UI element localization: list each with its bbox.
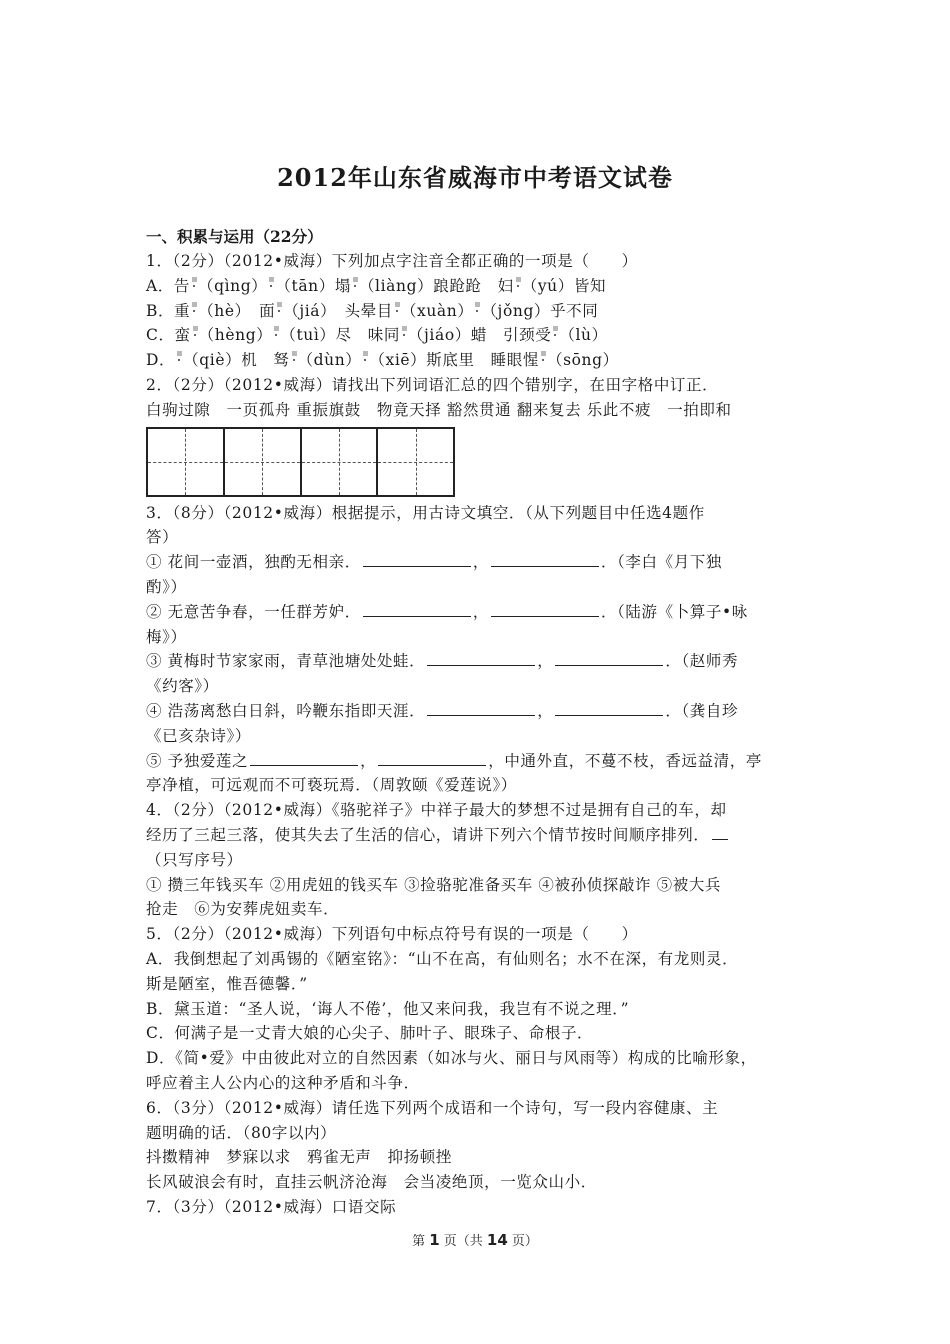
question-5-stem: 5．（2分）（2012•威海）下列语句中标点符号有误的一项是（ ）: [146, 925, 638, 944]
poem-item-5-cont: 亭净植，可远观而不可亵玩焉．（周敦颐《爱莲说》）: [146, 776, 517, 795]
question-6-idioms: 抖擞精神 梦寐以求 鸦雀无声 抑扬顿挫: [146, 1148, 452, 1167]
question-1-option-b: B．重 （hè） 面 （jiá） 头晕目 （xuàn） （jǒng）乎不同: [146, 301, 599, 320]
dotted-char-image: [400, 325, 408, 339]
question-1-option-c: C．蛮 （hèng） （tuì）尽 味同 （jiáo）蜡 引颈受 （lù）: [146, 326, 608, 345]
question-3-stem: 3．（8分）（2012•威海）根据提示，用古诗文填空．（从下列题目中任选4题作: [146, 503, 705, 522]
total-pages: 14: [486, 1231, 508, 1249]
answer-blank[interactable]: [555, 651, 663, 666]
grid-cell[interactable]: [378, 429, 453, 495]
answer-blank[interactable]: [491, 552, 599, 567]
dotted-char-image: [267, 276, 275, 290]
question-7-stem: 7．（3分）（2012•威海）口语交际: [146, 1197, 397, 1216]
grid-cell[interactable]: [148, 429, 225, 495]
question-2-words: 白驹过隙 一页孤舟 重振旗鼓 物竟天择 豁然贯通 翻来复去 乐此不疲 一拍即和: [146, 400, 732, 419]
dotted-char-image: [290, 350, 298, 364]
poem-item-4: ④ 浩荡离愁白日斜，吟鞭东指即天涯． ， ．（龚自珍: [146, 701, 739, 720]
answer-blank[interactable]: [363, 602, 471, 617]
poem-item-5: ⑤ 予独爱莲之 ， ，中通外直，不蔓不枝，香远益清，亭: [146, 751, 762, 770]
answer-blank[interactable]: [427, 701, 535, 716]
exam-content: [146, 224, 816, 1220]
page-title: 2012年山东省威海市中考语文试卷: [277, 163, 673, 192]
question-6-line-2: 题明确的话．（80字以内）: [146, 1123, 337, 1142]
grid-cell[interactable]: [302, 429, 379, 495]
section-heading: 一、积累与运用（22分）: [146, 227, 323, 246]
dotted-char-image: [393, 301, 401, 315]
question-6-line-1: 6．（3分）（2012•威海）请任选下列两个成语和一个诗句，写一段内容健康、主: [146, 1098, 719, 1117]
question-5-option-a: A．我倒想起了刘禹锡的《陋室铭》：“山不在高，有仙则名；水不在深，有龙则灵．: [146, 949, 739, 968]
current-page: 1: [429, 1231, 440, 1249]
question-1-option-a: A．告 （qìng） （tān）塌 （liàng）踉跄跄 妇 （yú）皆知: [146, 276, 607, 295]
question-4-line-4: ① 攒三年钱买车 ②用虎妞的钱买车 ③捡骆驼准备买车 ④被孙侦探敲诈 ⑤被大兵: [146, 875, 722, 894]
question-5-option-d-cont: 呼应着主人公内心的这种矛盾和斗争．: [146, 1073, 420, 1092]
page-footer: 第 1 页（共 14 页）: [412, 1231, 538, 1249]
dotted-char-image: [191, 325, 199, 339]
question-6-poems: 长风破浪会有时，直挂云帆济沧海 会当凌绝顶，一览众山小．: [146, 1173, 597, 1192]
question-1-stem: 1．（2分）（2012•威海）下列加点字注音全都正确的一项是（ ）: [146, 252, 638, 270]
dotted-char-image: [275, 301, 283, 315]
answer-blank[interactable]: [363, 552, 471, 567]
dotted-char-image: [551, 325, 559, 339]
poem-item-1: ① 花间一壶酒，独酌无相亲． ， ．（李白《月下独: [146, 553, 722, 572]
question-5-option-a-cont: 斯是陋室，惟吾德馨．”: [146, 974, 308, 993]
poem-item-1-cont: 酌》）: [146, 577, 187, 596]
question-5-option-b: B．黛玉道：“圣人说，‘诲人不倦’，他又来问我，我岂有不说之理．”: [146, 999, 630, 1018]
question-4-line-5: 抢走 ⑥为安葬虎妞卖车．: [146, 900, 340, 919]
answer-blank[interactable]: [378, 751, 486, 766]
poem-item-4-cont: 《已亥杂诗》）: [146, 726, 251, 745]
answer-blank[interactable]: [712, 825, 728, 840]
dotted-char-image: [272, 325, 280, 339]
poem-item-3-cont: 《约客》）: [146, 677, 219, 696]
question-1-option-d: D． （qiè）机 驽 （dùn） （xiē）斯底里 睡眼惺 （sōng）: [146, 351, 619, 370]
dotted-char-image: [514, 276, 522, 290]
question-4-line-1: 4．（2分）（2012•威海）《骆驼祥子》中祥子最大的梦想不过是拥有自己的车，却: [146, 801, 727, 820]
question-5-option-d: D．《简•爱》中由彼此对立的自然因素（如冰与火、丽日与风雨等）构成的比喻形象，: [146, 1049, 757, 1068]
question-5-option-c: C．何满子是一丈青大娘的心尖子、肺叶子、眼珠子、命根子．: [146, 1024, 594, 1043]
dotted-char-image: [473, 301, 481, 315]
answer-blank[interactable]: [427, 651, 535, 666]
question-4-line-2: 经历了三起三落，使其失去了生活的信心，请讲下列六个情节按时间顺序排列．: [146, 823, 816, 848]
dotted-char-image: [539, 350, 547, 364]
answer-blank[interactable]: [250, 751, 358, 766]
poem-item-3: ③ 黄梅时节家家雨，青草池塘处处蛙． ， ．（赵师秀: [146, 652, 739, 671]
tianzige-grid[interactable]: [146, 427, 455, 497]
answer-blank[interactable]: [555, 701, 663, 716]
dotted-char-image: [190, 301, 198, 315]
question-2-stem: 2．（2分）（2012•威海）请找出下列词语汇总的四个错别字，在田字格中订正．: [146, 375, 719, 394]
dotted-char-image: [190, 276, 198, 290]
poem-item-2-cont: 梅》）: [146, 627, 187, 646]
poem-item-2: ② 无意苦争春，一任群芳妒． ， ．（陆游《卜算子•咏: [146, 602, 748, 621]
answer-blank[interactable]: [491, 602, 599, 617]
grid-cell[interactable]: [225, 429, 302, 495]
question-3-stem-cont: 答）: [146, 528, 179, 547]
question-4-line-3: （只写序号）: [146, 850, 243, 869]
dotted-char-image: [175, 350, 183, 364]
dotted-char-image: [351, 276, 359, 290]
dotted-char-image: [361, 350, 369, 364]
